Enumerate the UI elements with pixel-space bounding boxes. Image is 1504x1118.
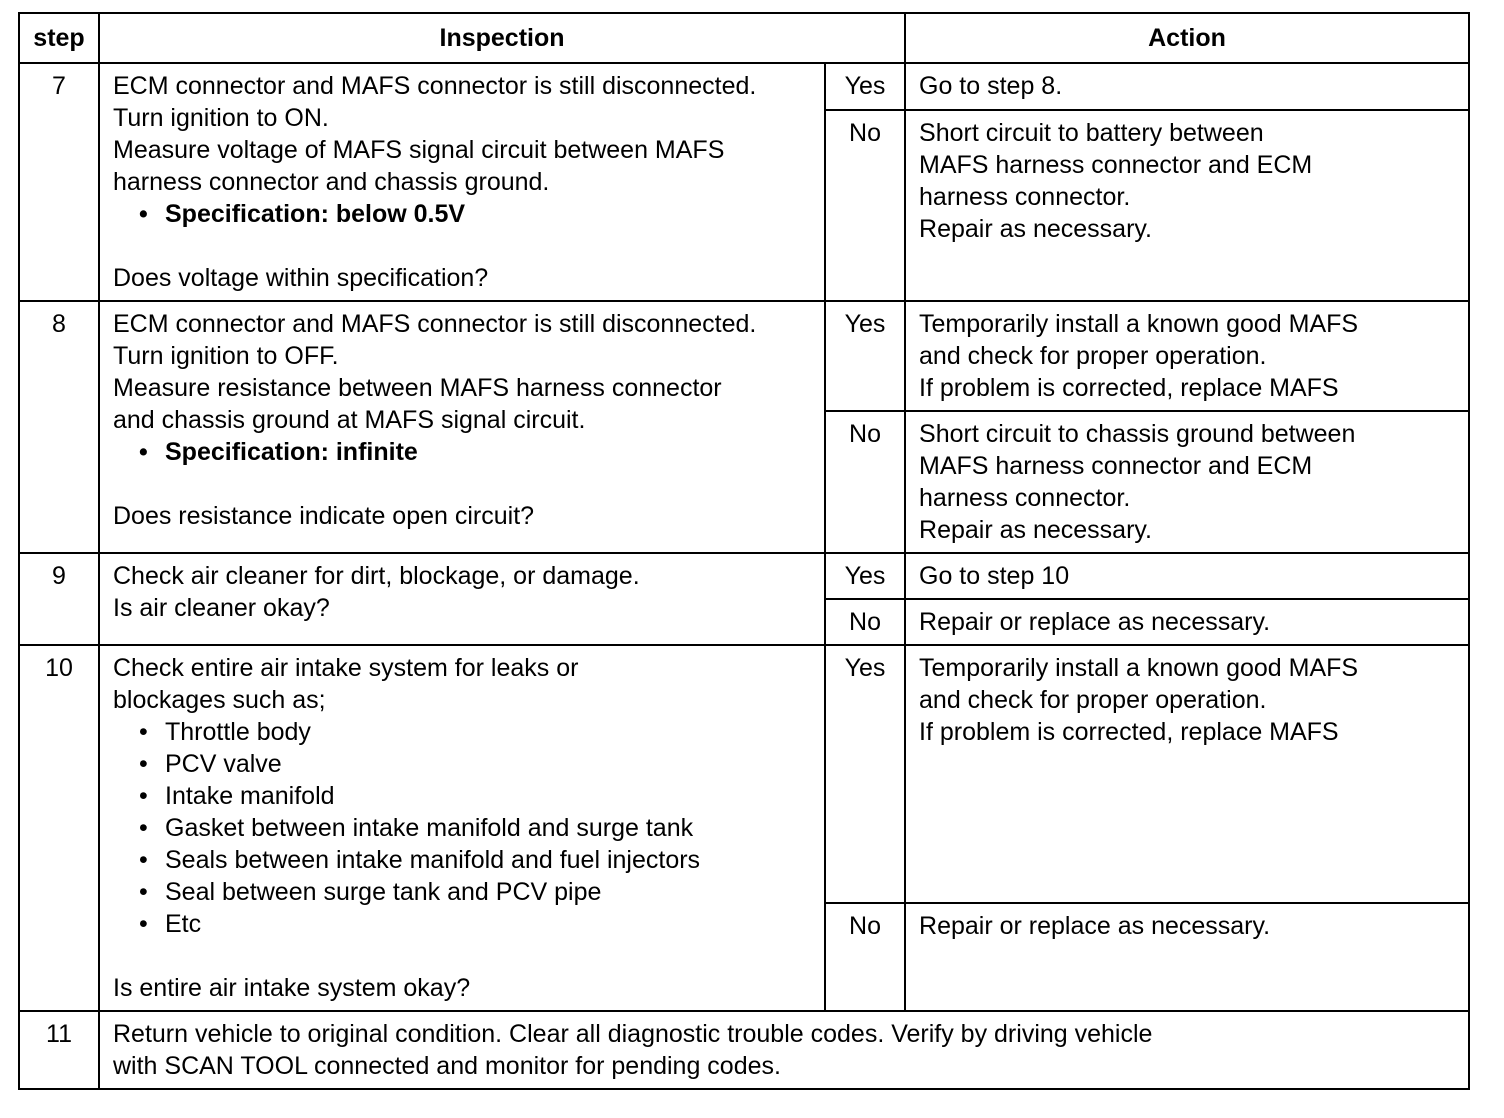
inspection-line: and chassis ground at MAFS signal circuit. (113, 406, 586, 434)
step-number: 8 (19, 301, 99, 553)
yes-label: Yes (825, 645, 905, 903)
no-action (905, 599, 1469, 645)
inspection-line: Turn ignition to ON. (113, 104, 329, 132)
inspection-line: Measure voltage of MAFS signal circuit between MAFS (113, 136, 725, 164)
specification: • Specification: below 0.5V (139, 198, 811, 230)
action-line: MAFS harness connector and ECM (919, 452, 1313, 480)
step-number: 10 (19, 645, 99, 1011)
no-label: No (825, 110, 905, 301)
no-label: No (825, 903, 905, 1011)
list-item: • PCV valve (139, 748, 811, 780)
inspection-question: Does resistance indicate open circuit? (113, 502, 535, 530)
inspection-line: Measure resistance between MAFS harness connector (113, 374, 722, 402)
action-line: and check for proper operation. (919, 686, 1267, 714)
header-step: step (19, 13, 99, 63)
action-line: Go to step 8. (919, 72, 1063, 100)
inspection-line: blockages such as; (113, 686, 326, 714)
no-label: No (825, 599, 905, 645)
inspection-line: Is air cleaner okay? (113, 594, 330, 622)
inspection-line: Turn ignition to OFF. (113, 342, 339, 370)
inspection-line: Check air cleaner for dirt, blockage, or damage. (113, 562, 640, 590)
inspection-cell (99, 645, 825, 1011)
action-line: Go to step 10 (919, 562, 1070, 590)
action-line: harness connector. (919, 484, 1131, 512)
action-line: Temporarily install a known good MAFS (919, 310, 1359, 338)
yes-action (905, 63, 1469, 110)
action-line: Repair or replace as necessary. (919, 912, 1271, 941)
action-line: Repair as necessary. (919, 516, 1152, 544)
inspection-question: Is entire air intake system okay? (113, 974, 471, 1002)
action-line: If problem is corrected, replace MAFS (919, 718, 1339, 746)
list-item: • Throttle body (139, 716, 811, 748)
specification: • Specification: infinite (139, 436, 811, 468)
action-line: harness connector. (919, 183, 1131, 211)
step-number: 9 (19, 553, 99, 645)
instruction-line: with SCAN TOOL connected and monitor for pending codes. (113, 1052, 781, 1080)
list-item: • Seals between intake manifold and fuel injectors (139, 844, 811, 876)
no-action (905, 903, 1469, 1011)
table-row (19, 553, 1469, 599)
yes-action (905, 645, 1469, 903)
table-row (19, 301, 1469, 411)
inspection-cell (99, 301, 825, 553)
yes-label: Yes (825, 63, 905, 110)
action-line: If problem is corrected, replace MAFS (919, 374, 1339, 402)
table-row (19, 645, 1469, 903)
specification-list (113, 436, 811, 468)
inspection-cell (99, 63, 825, 301)
action-line: and check for proper operation. (919, 342, 1267, 370)
final-instruction (99, 1011, 1469, 1089)
action-line: Temporarily install a known good MAFS (919, 654, 1359, 682)
no-action (905, 110, 1469, 301)
yes-label: Yes (825, 553, 905, 599)
list-item: • Intake manifold (139, 780, 811, 812)
inspection-cell (99, 553, 825, 645)
diagnostic-table (18, 12, 1470, 1090)
action-line: MAFS harness connector and ECM (919, 151, 1313, 179)
specification-list (113, 198, 811, 230)
inspection-line: harness connector and chassis ground. (113, 168, 550, 196)
step-number: 7 (19, 63, 99, 301)
list-item: • Seal between surge tank and PCV pipe (139, 876, 811, 908)
yes-action (905, 553, 1469, 599)
list-item: • Gasket between intake manifold and surge tank (139, 812, 811, 844)
action-line: Short circuit to battery between (919, 119, 1264, 147)
table-row (19, 1011, 1469, 1089)
action-line: Repair as necessary. (919, 215, 1152, 243)
yes-action (905, 301, 1469, 411)
header-row (19, 13, 1469, 63)
header-action: Action (905, 13, 1469, 63)
action-line: Short circuit to chassis ground between (919, 420, 1356, 448)
no-label: No (825, 411, 905, 553)
component-list (113, 716, 811, 940)
table-row (19, 63, 1469, 110)
header-inspection: Inspection (99, 13, 905, 63)
inspection-line: ECM connector and MAFS connector is still disconnected. (113, 72, 757, 100)
inspection-line: ECM connector and MAFS connector is still disconnected. (113, 310, 757, 338)
step-number: 11 (19, 1011, 99, 1089)
no-action (905, 411, 1469, 553)
list-item: • Etc (139, 908, 811, 940)
yes-label: Yes (825, 301, 905, 411)
action-line: Repair or replace as necessary. (919, 608, 1271, 636)
inspection-question: Does voltage within specification? (113, 264, 489, 292)
inspection-line: Check entire air intake system for leaks or (113, 654, 579, 682)
instruction-line: Return vehicle to original condition. Clear all diagnostic trouble codes. Verify by driving vehicle (113, 1020, 1153, 1048)
